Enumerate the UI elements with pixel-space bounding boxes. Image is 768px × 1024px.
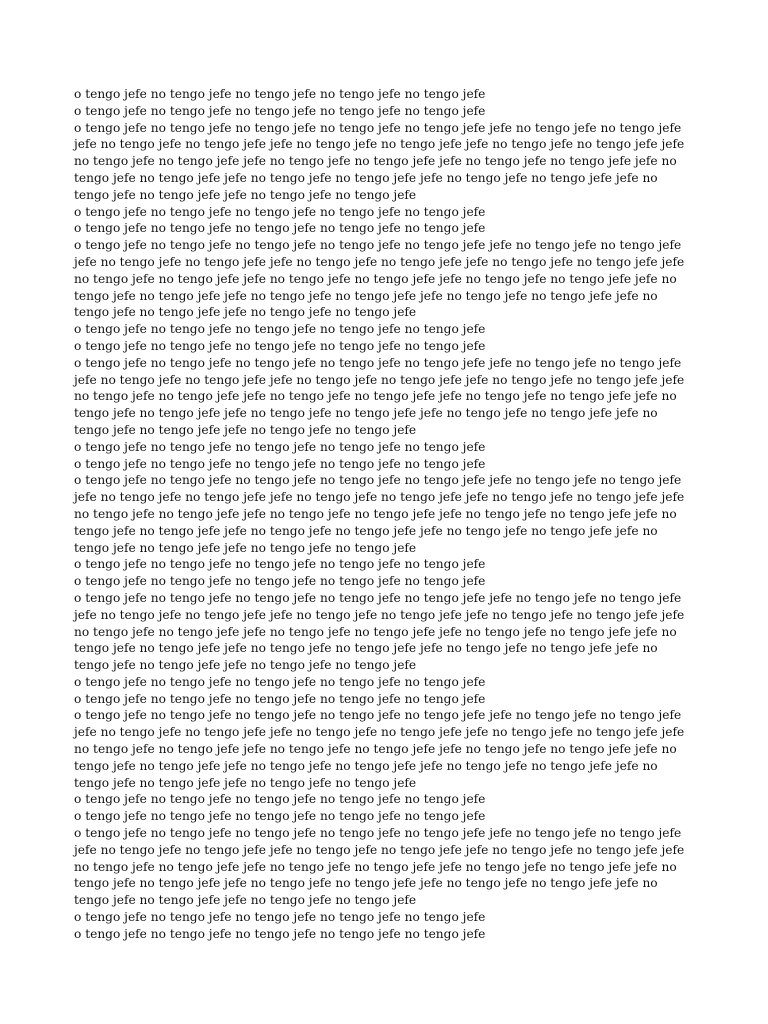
text-line: o tengo jefe no tengo jefe no tengo jefe no tengo jefe no tengo jefe [74, 574, 486, 589]
text-line: o tengo jefe no tengo jefe no tengo jefe no tengo jefe no tengo jefe [74, 809, 486, 824]
text-line: o tengo jefe no tengo jefe no tengo jefe no tengo jefe no tengo jefe jefe no tengo jefe no tengo jefe [74, 590, 682, 605]
text-line: no tengo jefe no tengo jefe jefe no tengo jefe no tengo jefe jefe no tengo jefe no tengo jefe jefe no [74, 154, 677, 169]
text-line: o tengo jefe no tengo jefe no tengo jefe no tengo jefe no tengo jefe jefe no tengo jefe no tengo jefe [74, 355, 682, 370]
text-line: jefe no tengo jefe no tengo jefe jefe no tengo jefe no tengo jefe jefe no tengo jefe no tengo jefe jefe [74, 490, 685, 505]
text-line: o tengo jefe no tengo jefe no tengo jefe no tengo jefe no tengo jefe [74, 204, 486, 219]
text-line: no tengo jefe no tengo jefe jefe no tengo jefe no tengo jefe jefe no tengo jefe no tengo jefe jefe no [74, 389, 677, 404]
text-line: tengo jefe no tengo jefe jefe no tengo jefe no tengo jefe [74, 305, 417, 320]
text-line: jefe no tengo jefe no tengo jefe jefe no tengo jefe no tengo jefe jefe no tengo jefe no tengo jefe jefe [74, 137, 685, 152]
text-line: jefe no tengo jefe no tengo jefe jefe no tengo jefe no tengo jefe jefe no tengo jefe no tengo jefe jefe [74, 842, 685, 857]
text-line: o tengo jefe no tengo jefe no tengo jefe no tengo jefe no tengo jefe [74, 674, 486, 689]
text-line: o tengo jefe no tengo jefe no tengo jefe no tengo jefe no tengo jefe [74, 338, 486, 353]
text-line: tengo jefe no tengo jefe jefe no tengo jefe no tengo jefe jefe no tengo jefe no tengo jefe jefe no [74, 170, 658, 185]
text-line: tengo jefe no tengo jefe jefe no tengo jefe no tengo jefe [74, 422, 417, 437]
text-line: o tengo jefe no tengo jefe no tengo jefe no tengo jefe no tengo jefe [74, 691, 486, 706]
text-line: tengo jefe no tengo jefe jefe no tengo jefe no tengo jefe jefe no tengo jefe no tengo jefe jefe no [74, 876, 658, 891]
text-line: jefe no tengo jefe no tengo jefe jefe no tengo jefe no tengo jefe jefe no tengo jefe no tengo jefe jefe [74, 372, 685, 387]
text-line: o tengo jefe no tengo jefe no tengo jefe no tengo jefe no tengo jefe [74, 322, 486, 337]
text-line: no tengo jefe no tengo jefe jefe no tengo jefe no tengo jefe jefe no tengo jefe no tengo jefe jefe no [74, 742, 677, 757]
text-line: tengo jefe no tengo jefe jefe no tengo jefe no tengo jefe [74, 893, 417, 908]
text-line: o tengo jefe no tengo jefe no tengo jefe no tengo jefe no tengo jefe jefe no tengo jefe no tengo jefe [74, 473, 682, 488]
text-line: no tengo jefe no tengo jefe jefe no tengo jefe no tengo jefe jefe no tengo jefe no tengo jefe jefe no [74, 271, 677, 286]
text-line: tengo jefe no tengo jefe jefe no tengo jefe no tengo jefe [74, 658, 417, 673]
text-line: o tengo jefe no tengo jefe no tengo jefe no tengo jefe no tengo jefe [74, 103, 486, 118]
text-line: o tengo jefe no tengo jefe no tengo jefe no tengo jefe no tengo jefe [74, 456, 486, 471]
text-line: o tengo jefe no tengo jefe no tengo jefe no tengo jefe no tengo jefe jefe no tengo jefe no tengo jefe [74, 238, 682, 253]
text-line: jefe no tengo jefe no tengo jefe jefe no tengo jefe no tengo jefe jefe no tengo jefe no tengo jefe jefe [74, 725, 685, 740]
text-line: o tengo jefe no tengo jefe no tengo jefe no tengo jefe no tengo jefe jefe no tengo jefe no tengo jefe [74, 826, 682, 841]
text-line: no tengo jefe no tengo jefe jefe no tengo jefe no tengo jefe jefe no tengo jefe no tengo jefe jefe no [74, 506, 677, 521]
text-line: o tengo jefe no tengo jefe no tengo jefe no tengo jefe no tengo jefe [74, 910, 486, 925]
text-line: o tengo jefe no tengo jefe no tengo jefe no tengo jefe no tengo jefe [74, 926, 486, 941]
text-line: o tengo jefe no tengo jefe no tengo jefe no tengo jefe no tengo jefe [74, 87, 486, 101]
text-line: tengo jefe no tengo jefe jefe no tengo jefe no tengo jefe [74, 775, 417, 790]
text-line: o tengo jefe no tengo jefe no tengo jefe no tengo jefe no tengo jefe [74, 557, 486, 572]
text-line: tengo jefe no tengo jefe jefe no tengo jefe no tengo jefe jefe no tengo jefe no tengo jefe jefe no [74, 758, 658, 773]
text-line: no tengo jefe no tengo jefe jefe no tengo jefe no tengo jefe jefe no tengo jefe no tengo jefe jefe no [74, 624, 677, 639]
text-line: tengo jefe no tengo jefe jefe no tengo jefe no tengo jefe jefe no tengo jefe no tengo jefe jefe no [74, 406, 658, 421]
text-line: o tengo jefe no tengo jefe no tengo jefe no tengo jefe no tengo jefe [74, 221, 486, 236]
text-line: tengo jefe no tengo jefe jefe no tengo jefe no tengo jefe jefe no tengo jefe no tengo jefe jefe no [74, 641, 658, 656]
text-line: jefe no tengo jefe no tengo jefe jefe no tengo jefe no tengo jefe jefe no tengo jefe no tengo jefe jefe [74, 254, 685, 269]
text-line: no tengo jefe no tengo jefe jefe no tengo jefe no tengo jefe jefe no tengo jefe no tengo jefe jefe no [74, 859, 677, 874]
text-line: o tengo jefe no tengo jefe no tengo jefe no tengo jefe no tengo jefe [74, 792, 486, 807]
text-line: tengo jefe no tengo jefe jefe no tengo jefe no tengo jefe jefe no tengo jefe no tengo jefe jefe no [74, 523, 658, 538]
text-line: tengo jefe no tengo jefe jefe no tengo jefe no tengo jefe [74, 540, 417, 555]
text-line: o tengo jefe no tengo jefe no tengo jefe no tengo jefe no tengo jefe [74, 439, 486, 454]
body-text [74, 86, 714, 943]
text-line: tengo jefe no tengo jefe jefe no tengo jefe no tengo jefe [74, 187, 417, 202]
text-line: jefe no tengo jefe no tengo jefe jefe no tengo jefe no tengo jefe jefe no tengo jefe no tengo jefe jefe [74, 607, 685, 622]
text-line: tengo jefe no tengo jefe jefe no tengo jefe no tengo jefe jefe no tengo jefe no tengo jefe jefe no [74, 288, 658, 303]
text-line: o tengo jefe no tengo jefe no tengo jefe no tengo jefe no tengo jefe jefe no tengo jefe no tengo jefe [74, 120, 682, 135]
text-line: o tengo jefe no tengo jefe no tengo jefe no tengo jefe no tengo jefe jefe no tengo jefe no tengo jefe [74, 708, 682, 723]
